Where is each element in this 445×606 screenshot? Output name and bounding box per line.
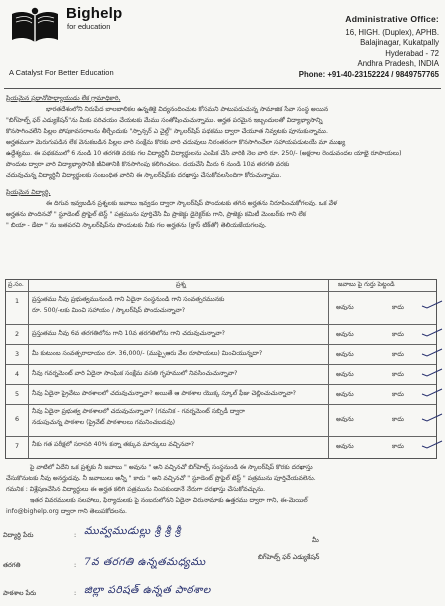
row-divider [6, 324, 436, 325]
row-divider [6, 404, 436, 405]
row-divider [6, 384, 436, 385]
paragraph-line: కొనసాగించలేని పిల్లల పోషకావసరాలను తీర్చేందుకు "స్పాన్సర్ ఎ చైల్డ్" స్కాలర్‌షిప్ పథకము ద్వారా చేయూత నివ్వటకు పూనుకున్నాము. [6, 128, 328, 135]
no-option[interactable]: కాదు [392, 443, 404, 450]
yes-option[interactable]: అవును [336, 371, 354, 378]
field-colon: : [74, 561, 77, 569]
yes-option[interactable]: అవును [336, 391, 354, 398]
row-number: 6 [14, 415, 20, 423]
column-divider [28, 280, 29, 458]
yes-option[interactable]: అవును [336, 443, 354, 450]
no-option[interactable]: కాదు [392, 331, 404, 338]
brand-subtitle: for education [67, 22, 111, 31]
check-mark-icon [421, 348, 443, 357]
paragraph-line: భారతదేశంలోని నిరుపేద బాలబాలికల ఉన్నతికై విద్యనందించుట కోసమని పాటుపడుచున్న సామాజిక సేవా సంస్థ అయిన [46, 106, 329, 113]
question-line: నీవు ఏదైనా ప్రైవేటు పాఠశాలలో చదువుచున్నావా? అయితే ఆ పాఠశాల యొక్క స్కూల్ ఫీజు చెల్లించుచున్నావా? [32, 390, 296, 397]
header-answer: జవాబు పై గుర్తు పెట్టండి [338, 281, 395, 288]
phone-number: Phone: +91-40-23152224 / 9849757765 [298, 69, 439, 79]
row-number: 1 [14, 297, 20, 305]
footer-line: గమనిక : విశ్లేషణచేసిన విద్యార్థులు ఈ అర్హత కలిగి పత్రమును నింపకుండానే నేరుగా దరఖాస్తు చేసుకోవచ్చును. [6, 486, 266, 493]
paragraph-line: "బిగ్‌హెల్ప్ ఫర్ ఎడ్యుకేషన్"ను మీకు పరిచయం చేయటకు మేము సంతోషించుచున్నాము. అర్హత పరమైన ఇబ్బందులతో విద్యాభ్యాసాన్ని [6, 117, 323, 124]
no-option[interactable]: కాదు [392, 416, 404, 423]
row-divider [6, 344, 436, 345]
header-divider [4, 88, 441, 89]
field-colon: : [74, 531, 77, 539]
eligibility-table [5, 279, 437, 459]
row-number: 4 [14, 370, 20, 378]
school-name-handwritten[interactable]: జిల్లా పరిషత్ ఉన్నత పాఠశాల [84, 584, 211, 596]
row-number: 2 [14, 330, 20, 338]
footer-line: పై వాటిలో ఏదేని ఒక ప్రశ్నకు నీ జవాబు " అవును " అని వచ్చినచో బిగ్‌హెల్ప్ సంస్థనుండి ఈ స్కాలర్‌షిప్ కొరకు దరఖాస్తు [30, 464, 313, 471]
row-divider [6, 436, 436, 437]
signoff-line: మీ [312, 536, 319, 544]
class-label: తరగతి [3, 561, 21, 569]
school-name-label: పాఠశాల పేరు [3, 589, 37, 597]
row-number: 7 [14, 442, 20, 450]
tagline: A Catalyst For Better Education [9, 68, 114, 77]
question-line: నడుపుచున్న పాఠశాల (ప్రైవేట్ పాఠశాలలు గమనించబడవు) [32, 419, 176, 426]
paragraph-line: చదువుచున్న విద్యార్థినీ విద్యార్థులకు సంబంధిత వారిని ఈ స్కాలర్‌షిప్‌కు దరఖాస్తు చేసుకోవలసిందిగా కోరుచున్నాము. [6, 172, 282, 179]
paragraph-line: " బియా - డేటా " ను జతపరచి స్కాలర్‌షిప్‌ను పొందుటకు నీకు గల అర్హతను (క్రాస్ టిక్‌తో) తెలియజేయగలవు. [6, 222, 267, 229]
question-line: ప్రస్తుతము నీవు 6వ తరగతిలోను గాని 10వ తరగతిలోను గాని చదువుచున్నావా? [32, 330, 225, 337]
book-logo-icon [8, 6, 62, 46]
paragraph-line: పొందుట ద్వారా వారి విద్యాభ్యాసానికి జీవితానికి కొనసాగింపు కలిగించటం. దయచేసి మీరు 6 నుండి 10వ తరగతి వరకు [6, 161, 290, 168]
brand-name: Bighelp [66, 5, 123, 22]
check-mark-icon [421, 368, 443, 377]
check-mark-icon [421, 388, 443, 397]
question-line: నీవు గవర్నమెంట్ వారి ఏదైనా సాంఘిక సంక్షేమ వసతి గృహములో నివసించుచున్నావా? [32, 370, 238, 377]
question-line: రూ. 500/-లకు మించి సహాయం / స్కాలర్‌షిప్ పొందుచున్నావా? [32, 307, 186, 314]
paragraph-line: ఉద్దేశ్యము. ఈ పథకములో 6 నుండి 10 తరగతి వరకు గల విద్యార్థినీ విద్యార్థులను ఎంపిక చేసి వారికి నెల వారి రూ. 250/- (అక్షరాల రెండువందల యాభై రూపాయలు) [6, 150, 402, 157]
yes-option[interactable]: అవును [336, 416, 354, 423]
header-question: ప్రశ్న [176, 281, 186, 288]
row-number: 3 [14, 350, 20, 358]
column-divider [328, 280, 329, 458]
footer-line: చేసుకొనుటకు నీవు అనర్హుడవు. నీ జవాబులు అన్నీ " కాదు " అని వచ్చినచో " స్టూడెంట్ ప్రొఫైల్ టెస్ట్ " పత్రమును పూర్తిచేయవలెను. [6, 475, 316, 482]
address-line: Balajinagar, Kukatpally [360, 38, 439, 47]
question-line: మీ కుటుంబ సంవత్సరాదాయం రూ. 36,000/- (ముప్పైఆరు వేల రూపాయలు) మించియున్నదా? [32, 350, 263, 357]
no-option[interactable]: కాదు [392, 371, 404, 378]
paragraph-line: అర్హతముగా మెరుగుపడిన లేక వెనుకబడిన పిల్లల వారి సంక్షేమ కొరకు వారి చదువులు నిరంతరంగా కొనసాగించేలా సహాయపడుటయే మా ముఖ్య [6, 139, 346, 146]
student-name-label: విద్యార్థి పేరు [3, 531, 34, 539]
header-number: ప్ర.సం. [8, 281, 24, 288]
row-number: 5 [14, 390, 20, 398]
check-mark-icon [421, 440, 443, 449]
yes-option[interactable]: అవును [336, 351, 354, 358]
office-title: Administrative Office: [345, 14, 439, 24]
paragraph-line: అర్హతను పొందినచో " స్టూడెంట్ ప్రొఫైల్ టెస్ట్ " పత్రమును పూర్తిచేసి మీ ప్రాజెక్టు డైరెక్టర్‌కు గాని, ప్రాజెక్టు కమిటీ మెంబర్‌కు గాని లేక [6, 211, 307, 218]
student-salutation: ప్రియమైన విద్యార్థి, [6, 189, 51, 196]
footer-line: ఇతర వివరములకు సలహాలు, ఫిర్యాదులకు పై నంబరులోనని ఏదైనా చిరునామాకు ఉత్తరము ద్వారా గాని, ఈ-మెయిల్ [30, 497, 308, 504]
question-line: నీవు ఏదైనా ప్రభుత్వ పాఠశాలలో చదువుచున్నావా? (గమనిక - గవర్నమెంట్ సబ్సిడీ ద్వారా [32, 408, 245, 415]
no-option[interactable]: కాదు [392, 351, 404, 358]
question-line: ప్రస్తుతము నీవు ప్రభుత్వమునుండి గాని ఏదైనా సంస్థనుండి గాని సంవత్సరమునకు [32, 296, 225, 303]
no-option[interactable]: కాదు [392, 391, 404, 398]
yes-option[interactable]: అవును [336, 304, 354, 311]
row-divider [6, 364, 436, 365]
address-line: Hyderabad - 72 [385, 48, 439, 58]
check-mark-icon [421, 413, 443, 422]
question-line: నీకు గత పరీక్షలో సరాసరి 40% కన్నా తక్కువ మార్కులు వచ్చినవా? [32, 441, 195, 448]
check-mark-icon [421, 328, 443, 337]
yes-option[interactable]: అవును [336, 331, 354, 338]
address-line: Andhra Pradesh, INDIA [357, 59, 439, 68]
no-option[interactable]: కాదు [392, 304, 404, 311]
signoff-org: బిగ్‌హెల్ప్ ఫర్ ఎడ్యుకేషన్ [258, 553, 320, 561]
field-colon: : [74, 589, 77, 597]
class-handwritten[interactable]: 7వ తరగతి ఉన్నతమధ్యము [84, 556, 206, 568]
student-name-handwritten[interactable]: మువ్వముడుల్లు శ్రీ శ్రీ శ్రీ [84, 525, 181, 537]
salutation: ప్రియమైన ప్రధానోపాధ్యాయుడు లేక గ్రామాధికారి, [6, 95, 121, 102]
row-divider [6, 291, 436, 292]
paragraph-line: ఈ దిగువ ఇవ్వబడిన ప్రశ్నలకు జవాబు ఇవ్వడం ద్వారా స్కాలర్‌షిప్ పొందుటకు తగిన అర్హతను నిరూపించుకోగలవు. ఒక వేళ [46, 200, 337, 207]
check-mark-icon [421, 300, 443, 309]
office-address [299, 14, 439, 80]
footer-line: info@bighelp.org ద్వారా గాని తెలుపకోదలను. [6, 508, 127, 515]
address-line: 16, HIGH. (Duplex), APHB. [345, 27, 439, 37]
